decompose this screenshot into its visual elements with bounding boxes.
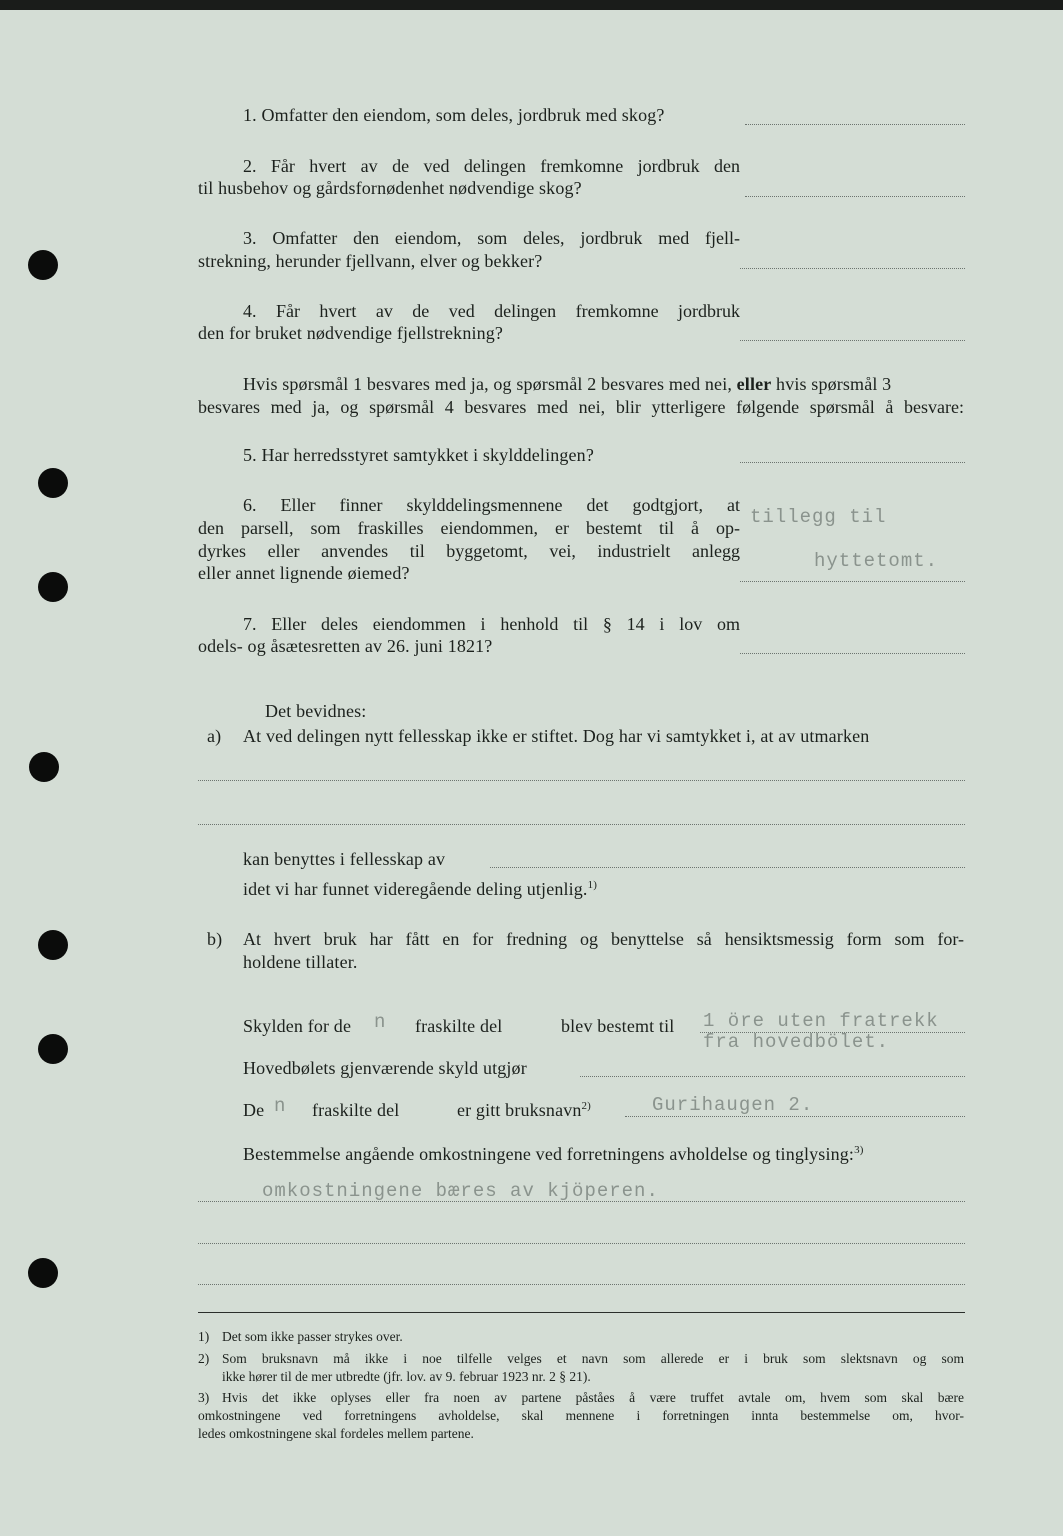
answer-line-1[interactable] [745, 124, 965, 125]
common-use-line[interactable] [490, 867, 965, 868]
skyld-suffix: blev bestemt til [561, 1016, 675, 1036]
bruk-n-typed: n [274, 1095, 287, 1117]
question-3-line-2: strekning, herunder fjellvann, elver og bekker? [198, 251, 543, 271]
question-1: 1. Omfatter den eiendom, som deles, jordbruk med skog? [243, 105, 665, 125]
question-3-line-1: 3. Omfatter den eiendom, som deles, jordbruk med fjell- [243, 228, 740, 248]
form-page [0, 10, 1063, 1536]
skyld-prefix: Skylden for de [243, 1016, 352, 1036]
footnote-ref-2: 2) [581, 1100, 591, 1112]
bruk-prefix: De [243, 1100, 265, 1120]
question-4-line-2: den for bruket nødvendige fjellstrekning? [198, 323, 504, 343]
bruksnavn-answer-line[interactable] [625, 1116, 965, 1117]
q6-typed-answer-line-1: tillegg til [750, 506, 887, 528]
question-2-line-1: 2. Får hvert av de ved delingen fremkomne jordbruk den [243, 156, 740, 176]
cost-line-3[interactable] [198, 1284, 965, 1285]
intro-line-1-a: Hvis spørsmål 1 besvares med ja, og spørsmål 2 besvares med nei, [243, 374, 732, 394]
question-2-line-2: til husbehov og gårdsfornødenhet nødvendige skog? [198, 178, 582, 198]
bruksnavn-typed-answer: Gurihaugen 2. [652, 1094, 814, 1116]
question-6-line-1: 6. Eller finner skylddelingsmennene det godtgjort, at [243, 495, 740, 515]
footnote-ref-3: 3) [854, 1144, 864, 1156]
skyld-typed-answer-line-2: fra hovedbölet. [703, 1031, 890, 1053]
skyld-mid: fraskilte del [415, 1016, 503, 1036]
item-b-line-2: holdene tillater. [243, 952, 358, 972]
answer-line-6[interactable] [740, 581, 965, 582]
cost-line-1[interactable] [198, 1201, 965, 1202]
question-6-line-4: eller annet lignende øiemed? [198, 563, 410, 583]
footnote-3-line-3: ledes omkostningene skal fordeles mellem partene. [198, 1426, 474, 1441]
punch-hole [29, 752, 59, 782]
skyld-n-typed: n [374, 1011, 387, 1033]
answer-line-2[interactable] [745, 196, 965, 197]
bruk-suffix-text: er gitt bruksnavn [457, 1100, 582, 1120]
footnote-1-mark: 1) [198, 1329, 210, 1344]
item-a-label: a) [207, 726, 222, 746]
skyld-typed-answer-line-1: 1 öre uten fratrekk [703, 1010, 939, 1032]
item-a-closing-text: idet vi har funnet videregående deling utjenlig. [243, 879, 588, 899]
item-b-line-1: At hvert bruk har fått en for fredning og benyttelse så hensiktsmessig form som for- [243, 929, 964, 949]
common-use-label: kan benyttes i fellesskap av [243, 849, 446, 869]
punch-hole [28, 250, 58, 280]
cost-typed-answer: omkostningene bæres av kjöperen. [262, 1180, 659, 1202]
answer-line-4[interactable] [740, 340, 965, 341]
footnote-2-line-2: ikke hører til de mer utbredte (jfr. lov. av 9. februar 1923 nr. 2 § 21). [222, 1369, 591, 1384]
question-4-line-1: 4. Får hvert av de ved delingen fremkomne jordbruk [243, 301, 740, 321]
item-a-text: At ved delingen nytt fellesskap ikke er stiftet. Dog har vi samtykket i, at av utmarken [243, 726, 870, 746]
declaration-heading: Det bevidnes: [265, 701, 367, 721]
intro-line-2: besvares med ja, og spørsmål 4 besvares med nei, blir ytterligere følgende spørsmål å besvare: [198, 397, 964, 417]
question-5: 5. Har herredsstyret samtykket i skylddelingen? [243, 445, 594, 465]
answer-line-7[interactable] [740, 653, 965, 654]
question-6-line-3: dyrkes eller anvendes til byggetomt, vei, industrielt anlegg [198, 541, 740, 561]
utmark-line-2[interactable] [198, 824, 965, 825]
punch-hole [38, 930, 68, 960]
item-a-closing [243, 878, 597, 901]
intro-line-1-b: hvis spørsmål 3 [776, 374, 892, 394]
footnote-1: Det som ikke passer strykes over. [222, 1329, 403, 1344]
question-7-line-2: odels- og åsætesretten av 26. juni 1821? [198, 636, 493, 656]
punch-hole [38, 1034, 68, 1064]
hoved-answer-line[interactable] [580, 1076, 965, 1077]
cost-label [243, 1143, 864, 1166]
footnote-3-mark: 3) [198, 1390, 210, 1405]
footnote-3-line-1: Hvis det ikke oplyses eller fra noen av partene påståes å være truffet avtale om, hvem som skal bære [222, 1390, 964, 1405]
answer-line-5[interactable] [740, 462, 965, 463]
bruk-suffix [457, 1099, 591, 1122]
question-7-line-1: 7. Eller deles eiendommen i henhold til § 14 i lov om [243, 614, 740, 634]
question-6-line-2: den parsell, som fraskilles eiendommen, er bestemt til å op- [198, 518, 740, 538]
item-b-label: b) [207, 929, 223, 949]
intro-line-1 [243, 373, 891, 396]
punch-hole [38, 468, 68, 498]
footnote-ref-1: 1) [587, 879, 598, 891]
q6-typed-answer-line-2: hyttetomt. [814, 550, 939, 572]
cost-label-text: Bestemmelse angående omkostningene ved forretningens avholdelse og tinglysing: [243, 1144, 855, 1164]
punch-hole [28, 1258, 58, 1288]
cost-line-2[interactable] [198, 1243, 965, 1244]
hoved-label: Hovedbølets gjenværende skyld utgjør [243, 1058, 527, 1078]
answer-line-3[interactable] [740, 268, 965, 269]
intro-bold-eller: eller [736, 374, 772, 394]
punch-hole [38, 572, 68, 602]
footnote-2-mark: 2) [198, 1351, 210, 1366]
utmark-line-1[interactable] [198, 780, 965, 781]
footnote-3-line-2: omkostningene ved forretningens avholdelse, skal mennene i forretningen innta bestemmelse om, hvor- [198, 1408, 964, 1423]
footnote-2-line-1: Som bruksnavn må ikke i noe tilfelle velges et navn som allerede er i bruk som slektsnavn og som [222, 1351, 964, 1366]
footnote-divider [198, 1312, 965, 1313]
bruk-mid: fraskilte del [312, 1100, 400, 1120]
